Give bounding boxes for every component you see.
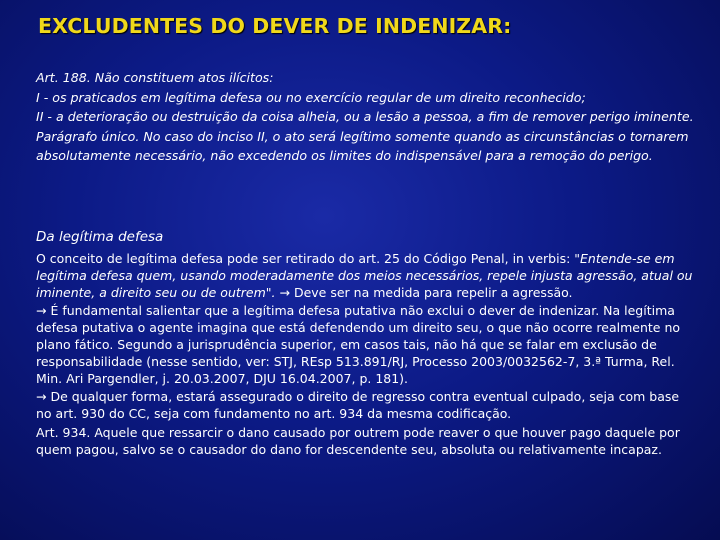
legal-line-inciso-2: II - a deterioração ou destruição da coisa alheia, ou a lesão a pessoa, a fim de remover perigo iminente.: [36, 109, 694, 125]
paragraph-putativa-text: É fundamental salientar que a legítima defesa putativa não exclui o dever de indenizar. Na legítima defesa putativa o agente imagina que está defendendo um direito seu, o que não ocorre realmente no plano fático. Segundo a jurisprudência superior, em casos tais, não há que se falar em exclusão de responsabilidade (nesse sentido, ver: STJ, REsp 513.891/RJ, Processo 2003/0032562-7, 3.ª Turma, Rel. Min. Ari Pargendler, j. 20.03.2007, DJU 16.04.2007, p. 181).: [36, 302, 681, 387]
paragraph-regresso-text: De qualquer forma, estará assegurado o direito de regresso contra eventual culpado, seja com base no art. 930 do CC, seja com fundamento no art. 934 da mesma codificação.: [36, 388, 680, 421]
paragraph-putativa: [36, 302, 696, 388]
legal-text-block: [36, 68, 696, 166]
paragraph-regresso: [36, 388, 696, 422]
body-text-block: [36, 250, 696, 458]
legal-line-paragrafo-unico: Parágrafo único. No caso do inciso II, o ato será legítimo somente quando as circunstâncias o tornarem absolutamente necessário, não excedendo os limites do indispensável para a remoção do perigo.: [36, 128, 689, 164]
section-subheading: Da legítima defesa: [36, 229, 164, 245]
legal-line-art188: Art. 188. Não constituem atos ilícitos:: [36, 70, 274, 85]
arrow-right-icon: →: [36, 388, 47, 404]
slide-title: EXCLUDENTES DO DEVER DE INDENIZAR:: [38, 14, 512, 38]
arrow-right-icon: →: [279, 285, 290, 301]
paragraph-art934: Art. 934. Aquele que ressarcir o dano causado por outrem pode reaver o que houver pago daquele por quem pagou, salvo se o causador do dano for descendente seu, absoluta ou relativamente incapaz.: [36, 425, 680, 458]
paragraph-concept-tail: Deve ser na medida para repelir a agressão.: [289, 285, 573, 301]
arrow-right-icon: →: [36, 302, 47, 318]
paragraph-concept-lead: O conceito de legítima defesa pode ser retirado do art. 25 do Código Penal, in verbis:: [36, 251, 575, 266]
legal-line-inciso-1: I - os praticados em legítima defesa ou no exercício regular de um direito reconhecido;: [36, 89, 586, 105]
paragraph-concept-quote: "Entende-se em legítima defesa quem, usando moderadamente dos meios necessários, repele injusta agressão, atual ou iminente, a direito seu ou de outrem".: [36, 251, 693, 301]
paragraph-concept: [36, 250, 696, 302]
